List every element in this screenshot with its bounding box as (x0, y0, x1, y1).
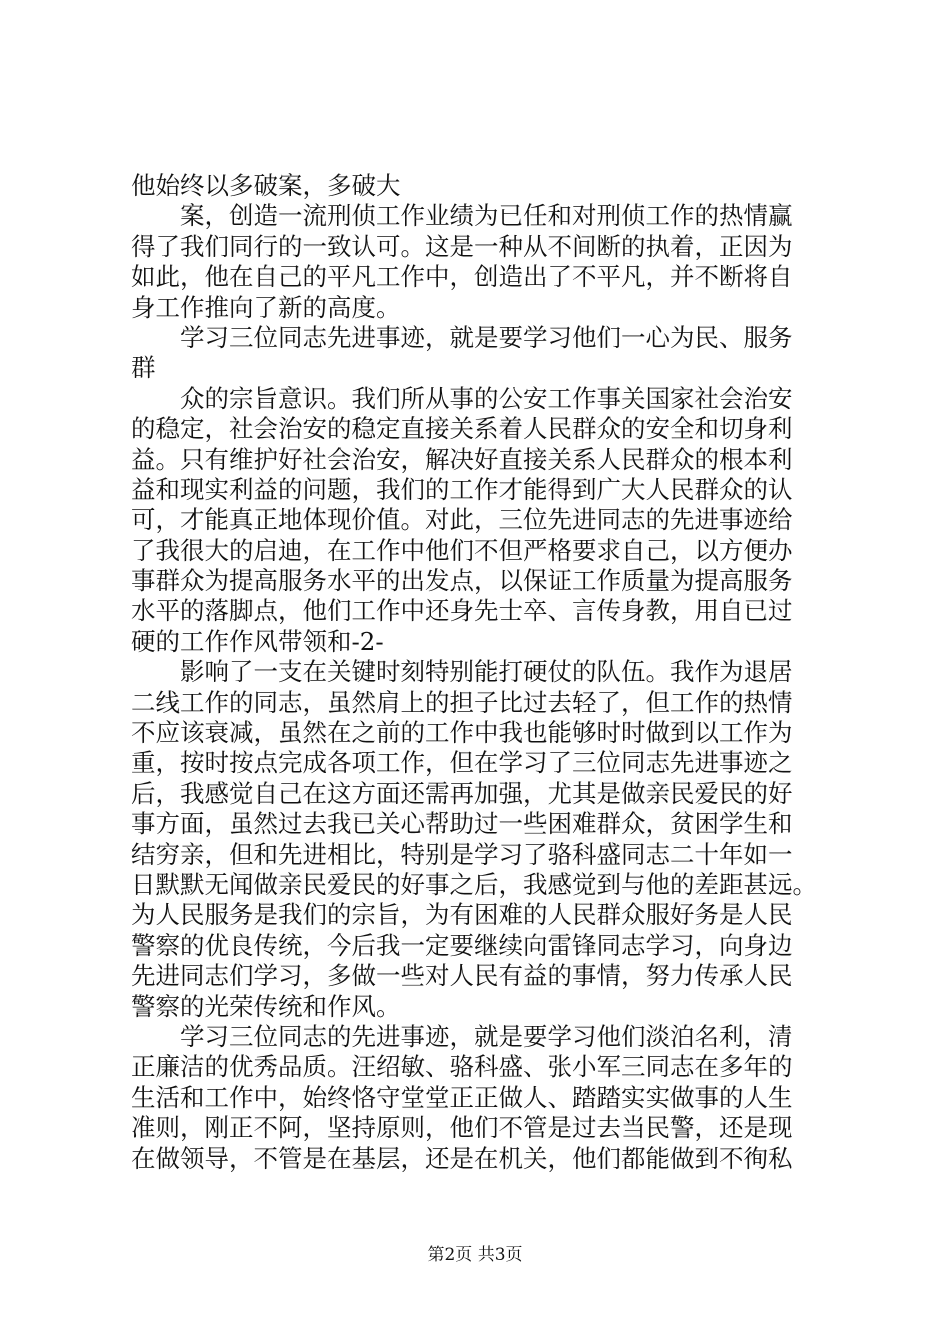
text-line: 事方面，虽然过去我已关心帮助过一些困难群众，贫困学生和 (131, 809, 793, 839)
text-line: 益。只有维护好社会治安，解决好直接关系人民群众的根本利 (131, 444, 793, 474)
text-line: 生活和工作中，始终恪守堂堂正正做人、踏踏实实做事的人生 (131, 1082, 793, 1112)
document-body (131, 171, 831, 1174)
text-line: 日默默无闻做亲民爱民的好事之后，我感觉到与他的差距甚远。 (131, 869, 817, 899)
text-line: 警察的光荣传统和作风。 (131, 991, 401, 1021)
text-line: 正廉洁的优秀品质。汪绍敏、骆科盛、张小军三同志在多年的 (131, 1052, 793, 1082)
text-line: 的稳定，社会治安的稳定直接关系着人民群众的安全和切身利 (131, 414, 793, 444)
text-line: 案，创造一流刑侦工作业绩为已任和对刑侦工作的热情赢 (180, 201, 793, 231)
text-line: 得了我们同行的一致认可。这是一种从不间断的执着，正因为 (131, 231, 793, 261)
text-line: 可，才能真正地体现价值。对此，三位先进同志的先进事迹给 (131, 505, 793, 535)
text-line: 众的宗旨意识。我们所从事的公安工作事关国家社会治安 (180, 383, 793, 413)
text-line: 准则，刚正不阿，坚持原则，他们不管是过去当民警，还是现 (131, 1113, 793, 1143)
text-line: 益和现实利益的问题，我们的工作才能得到广大人民群众的认 (131, 474, 793, 504)
text-line: 他始终以多破案，多破大 (131, 171, 401, 200)
text-line: 学习三位同志的先进事迹，就是要学习他们淡泊名利，清 (180, 1021, 793, 1051)
text-line: 为人民服务是我们的宗旨，为有困难的人民群众服好务是人民 (131, 900, 793, 930)
text-line: 群 (131, 353, 156, 383)
text-line: 学习三位同志先进事迹，就是要学习他们一心为民、服务 (180, 322, 793, 352)
text-line: 硬的工作作风带领和-2- (131, 626, 384, 656)
text-line: 警察的优良传统，今后我一定要继续向雷锋同志学习，向身边 (131, 930, 793, 960)
page-footer: 第2页 共3页 (427, 1245, 523, 1265)
text-line: 如此，他在自己的平凡工作中，创造出了不平凡，并不断将自 (131, 262, 793, 292)
text-line: 身工作推向了新的高度。 (131, 292, 401, 322)
text-line: 不应该衰减，虽然在之前的工作中我也能够时时做到以工作为 (131, 718, 793, 748)
text-line: 重，按时按点完成各项工作，但在学习了三位同志先进事迹之 (131, 748, 793, 778)
text-line: 后，我感觉自己在这方面还需再加强，尤其是做亲民爱民的好 (131, 778, 793, 808)
text-line: 结穷亲，但和先进相比，特别是学习了骆科盛同志二十年如一 (131, 839, 793, 869)
text-line: 水平的落脚点，他们工作中还身先士卒、言传身教，用自已过 (131, 596, 793, 626)
text-line: 先进同志们学习，多做一些对人民有益的事情，努力传承人民 (131, 961, 793, 991)
text-line: 二线工作的同志，虽然肩上的担子比过去轻了，但工作的热情 (131, 687, 793, 717)
text-line: 在做领导，不管是在基层，还是在机关，他们都能做到不徇私 (131, 1143, 793, 1173)
text-line: 了我很大的启迪，在工作中他们不但严格要求自己，以方便办 (131, 535, 793, 565)
text-line: 影响了一支在关键时刻特别能打硬仗的队伍。我作为退居 (180, 657, 793, 687)
text-line: 事群众为提高服务水平的出发点，以保证工作质量为提高服务 (131, 566, 793, 596)
